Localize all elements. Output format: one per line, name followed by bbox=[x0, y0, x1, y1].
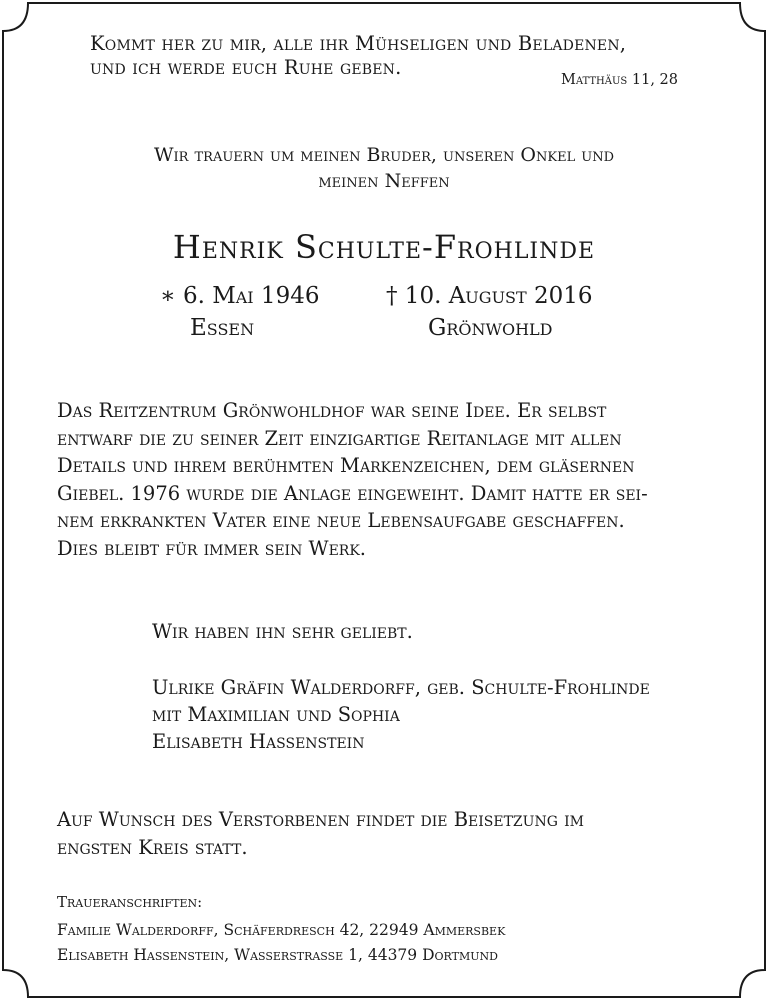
death-date: † 10. August 2016 bbox=[386, 283, 593, 309]
farewell-line: Wir haben ihn sehr geliebt. bbox=[152, 620, 413, 643]
address-line: Familie Walderdorff, Schäferdresch 42, 22949 Ammersbek bbox=[57, 921, 506, 939]
bible-verse bbox=[90, 32, 626, 80]
verse-line: Kommt her zu mir, alle ihr Mühseligen und Beladenen, bbox=[90, 32, 627, 55]
mourning-line: meinen Neffen bbox=[318, 170, 450, 192]
birth-place: Essen bbox=[190, 315, 255, 341]
addresses-heading: Traueranschriften: bbox=[57, 893, 203, 911]
birth-date: ∗ 6. Mai 1946 bbox=[160, 283, 320, 309]
funeral-line: engsten Kreis statt. bbox=[57, 836, 248, 859]
biography-line: Das Reitzentrum Grönwohldhof war seine Idee. Er selbst bbox=[57, 399, 607, 422]
addresses-list bbox=[57, 918, 505, 968]
biography-line: Giebel. 1976 wurde die Anlage eingeweiht. Damit hatte er sei- bbox=[57, 481, 648, 505]
biography-line: nem erkrankten Vater eine neue Lebensaufgabe geschaffen. bbox=[57, 509, 625, 532]
mourning-line: Wir trauern um meinen Bruder, unseren Onkel und bbox=[154, 144, 614, 166]
funeral-notice bbox=[57, 806, 584, 862]
signatories bbox=[152, 674, 650, 755]
mourning-statement bbox=[0, 142, 768, 194]
biography-line: Details und ihrem berühmten Markenzeichen, dem gläsernen bbox=[57, 454, 635, 477]
funeral-line: Auf Wunsch des Verstorbenen findet die Beisetzung im bbox=[57, 808, 584, 831]
verse-reference: Matthäus 11, 28 bbox=[561, 72, 678, 88]
biography-paragraph bbox=[57, 397, 711, 562]
verse-line: und ich werde euch Ruhe geben. bbox=[90, 56, 402, 79]
deceased-name: Henrik Schulte-Frohlinde bbox=[172, 228, 596, 266]
biography-line: entwarf die zu seiner Zeit einzigartige Reitanlage mit allen bbox=[57, 426, 622, 450]
signatory: Ulrike Gräfin Walderdorff, geb. Schulte-Frohlinde bbox=[152, 676, 650, 699]
death-place: Grönwohld bbox=[428, 315, 553, 341]
signatory: mit Maximilian und Sophia bbox=[152, 703, 400, 726]
signatory: Elisabeth Hassenstein bbox=[152, 730, 365, 753]
biography-line: Dies bleibt für immer sein Werk. bbox=[57, 536, 366, 560]
address-line: Elisabeth Hassenstein, Wasserstrasse 1, 44379 Dortmund bbox=[57, 946, 498, 964]
